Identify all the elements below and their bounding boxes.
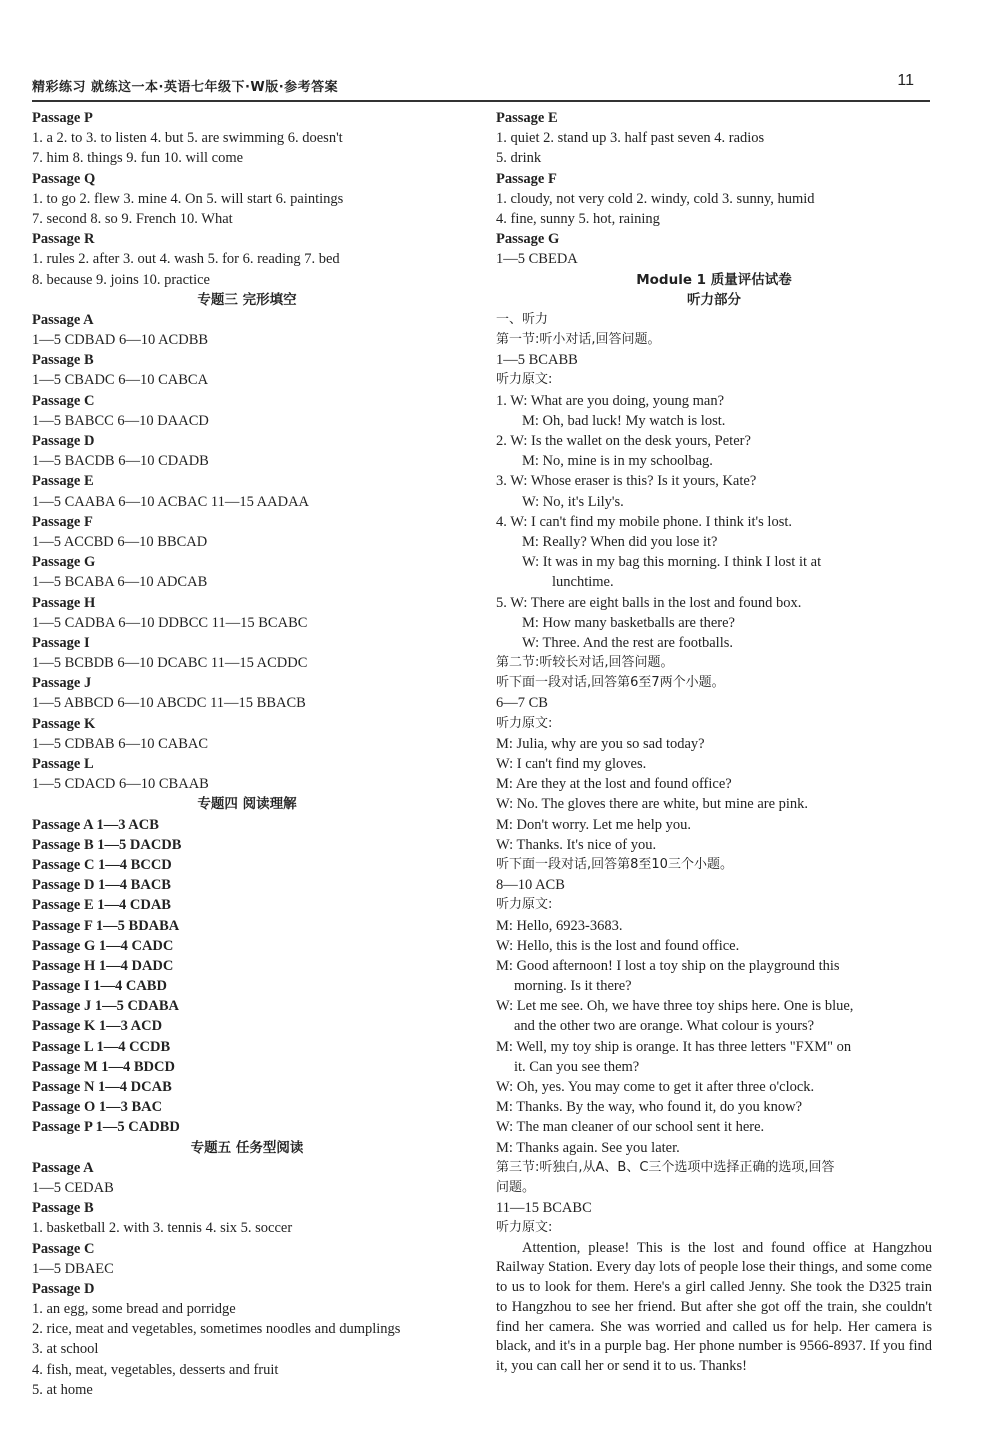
section-title: 听力部分 — [687, 291, 741, 308]
left-column — [32, 108, 462, 1400]
answer-line: 4. fish, meat, vegetables, desserts and fruit — [32, 1361, 279, 1378]
answer-line: 4. fine, sunny 5. hot, raining — [496, 210, 660, 227]
answer-line: 1. to go 2. flew 3. mine 4. On 5. will start 6. paintings — [32, 190, 344, 207]
dialogue-line: morning. Is it there? — [514, 978, 632, 995]
passage-heading: Passage A — [32, 311, 94, 328]
answer-line: 3. W: Whose eraser is this? Is it yours, Kate? — [496, 473, 757, 490]
dialogue-line: it. Can you see them? — [514, 1058, 640, 1075]
passage-heading: Passage K — [32, 715, 96, 732]
passage-heading: Passage A — [32, 1159, 94, 1176]
answer-line: 1—5 BABCC 6—10 DAACD — [32, 412, 209, 429]
book-title: 精彩练习 就练这一本·英语七年级下·W版·参考答案 — [32, 80, 339, 95]
instruction-line: 听下面一段对话,回答第8至10三个小题。 — [496, 856, 733, 872]
answer-line: 1—5 CDACD 6—10 CBAAB — [32, 776, 209, 793]
answer-line: 1—5 CADBA 6—10 DDBCC 11—15 BCABC — [32, 614, 308, 631]
answer-line: 1—5 BCBDB 6—10 DCABC 11—15 ACDDC — [32, 655, 308, 672]
passage-heading: Passage D — [32, 1280, 95, 1297]
answer-line: 1. an egg, some bread and porridge — [32, 1301, 236, 1318]
answer-line: 2. W: Is the wallet on the desk yours, Peter? — [496, 433, 751, 449]
answer-line: 1. rules 2. after 3. out 4. wash 5. for 6. reading 7. bed — [32, 251, 340, 268]
passage-heading: Passage H — [32, 594, 96, 611]
answer-line: 6—7 CB — [496, 695, 548, 712]
page-number: 11 — [897, 72, 914, 89]
answer-line: 1—5 DBAEC — [32, 1260, 114, 1277]
answer-line: M: Thanks. By the way, who found it, do you know? — [496, 1099, 803, 1116]
section-title: 专题五 任务型阅读 — [190, 1139, 304, 1156]
answer-line: M: Are they at the lost and found office? — [496, 776, 732, 793]
answer-line: M: Julia, why are you so sad today? — [496, 735, 705, 752]
instruction-line: 第二节:听较长对话,回答问题。 — [496, 655, 674, 671]
answer-line: 8—10 ACB — [496, 877, 565, 894]
answer-line: W: Oh, yes. You may come to get it after three o'clock. — [496, 1079, 815, 1095]
answer-row: Passage P 1—5 CADBD — [32, 1119, 180, 1136]
answer-row: Passage C 1—4 BCCD — [32, 856, 172, 873]
page-header — [32, 70, 930, 102]
answer-line: W: I can't find my gloves. — [496, 756, 647, 772]
passage-heading: Passage C — [32, 392, 95, 409]
instruction-line: 听力原文: — [496, 1220, 553, 1236]
answer-row: Passage I 1—4 CABD — [32, 978, 167, 995]
answer-row: Passage L 1—4 CCDB — [32, 1038, 171, 1055]
dialogue-line: lunchtime. — [552, 574, 614, 591]
answer-line: M: Thanks again. See you later. — [496, 1139, 680, 1156]
dialogue-line: and the other two are orange. What colour is yours? — [514, 1018, 815, 1035]
passage-heading: Passage B — [32, 1200, 94, 1217]
passage-heading: Passage F — [496, 170, 557, 187]
answer-row: Passage N 1—4 DCAB — [32, 1079, 172, 1095]
answer-line: 7. second 8. so 9. French 10. What — [32, 210, 233, 227]
instruction-line: 听力原文: — [496, 897, 553, 913]
answer-line: 1—5 BCABB — [496, 352, 578, 369]
dialogue-line: M: No, mine is in my schoolbag. — [522, 453, 713, 470]
dialogue-line: W: No, it's Lily's. — [522, 493, 624, 510]
answer-line: 3. at school — [32, 1341, 99, 1358]
answer-line: 1—5 CBEDA — [496, 251, 578, 268]
dialogue-line: M: Oh, bad luck! My watch is lost. — [522, 412, 726, 429]
answer-row: Passage E 1—4 CDAB — [32, 897, 171, 914]
instruction-line: 听力原文: — [496, 372, 553, 388]
answer-line: 1. basketball 2. with 3. tennis 4. six 5. soccer — [32, 1220, 293, 1237]
answer-line: 1—5 CBADC 6—10 CABCA — [32, 372, 209, 389]
answer-row: Passage D 1—4 BACB — [32, 877, 171, 894]
passage-heading: Passage E — [32, 473, 94, 490]
dialogue-line: W: It was in my bag this morning. I think I lost it at — [522, 554, 822, 571]
answer-row: Passage B 1—5 DACDB — [32, 836, 182, 853]
passage-heading: Passage D — [32, 433, 95, 449]
dialogue-line: W: Three. And the rest are footballs. — [522, 634, 733, 651]
answer-line: 5. drink — [496, 150, 542, 167]
answer-line: W: Let me see. Oh, we have three toy ships here. One is blue, — [496, 998, 854, 1015]
answer-line: M: Well, my toy ship is orange. It has three letters "FXM" on — [496, 1038, 852, 1055]
section-title: 专题三 完形填空 — [197, 291, 297, 308]
answer-line: 1—5 CDBAB 6—10 CABAC — [32, 735, 209, 752]
answer-line: 1. a 2. to 3. to listen 4. but 5. are swimming 6. doesn't — [32, 130, 343, 147]
answer-row: Passage K 1—3 ACD — [32, 1018, 163, 1035]
passage-heading: Passage L — [32, 756, 94, 772]
answer-row: Passage O 1—3 BAC — [32, 1099, 163, 1116]
answer-line: W: The man cleaner of our school sent it here. — [496, 1119, 765, 1136]
answer-line: 5. at home — [32, 1381, 93, 1398]
answer-row: Passage G 1—4 CADC — [32, 937, 174, 954]
answer-line: 1—5 BACDB 6—10 CDADB — [32, 453, 209, 470]
answer-row: Passage H 1—4 DADC — [32, 957, 174, 974]
passage-heading: Passage F — [32, 513, 93, 530]
answer-line: M: Don't worry. Let me help you. — [496, 816, 691, 833]
answer-line: 1—5 ACCBD 6—10 BBCAD — [32, 533, 208, 550]
answer-line: 11—15 BCABC — [496, 1200, 592, 1217]
passage-heading: Passage G — [32, 554, 96, 571]
instruction-line: 问题。 — [496, 1179, 536, 1195]
instruction-line: 第三节:听独白,从A、B、C三个选项中选择正确的选项,回答 — [496, 1159, 835, 1175]
answer-line: 1. W: What are you doing, young man? — [496, 392, 725, 409]
answer-line: 1—5 CEDAB — [32, 1179, 114, 1196]
answer-line: 1—5 CDBAD 6—10 ACDBB — [32, 332, 209, 349]
answer-row: Passage J 1—5 CDABA — [32, 998, 180, 1015]
answer-line: W: Thanks. It's nice of you. — [496, 836, 657, 853]
passage-heading: Passage P — [32, 110, 93, 126]
dialogue-line: M: Really? When did you lose it? — [522, 533, 718, 550]
answer-row: Passage F 1—5 BDABA — [32, 917, 180, 934]
passage-heading: Passage Q — [32, 170, 96, 187]
instruction-line: 第一节:听小对话,回答问题。 — [496, 332, 661, 348]
answer-line: 7. him 8. things 9. fun 10. will come — [32, 150, 244, 167]
answer-line: 1—5 CAABA 6—10 ACBAC 11—15 AADAA — [32, 493, 310, 510]
answer-row: Passage A 1—3 ACB — [32, 816, 159, 833]
passage-heading: Passage C — [32, 1240, 95, 1257]
dialogue-line: M: How many basketballs are there? — [522, 614, 735, 631]
passage-heading: Passage I — [32, 634, 90, 651]
answer-row: Passage M 1—4 BDCD — [32, 1058, 175, 1075]
right-column — [496, 108, 932, 1377]
instruction-line: 听力原文: — [496, 715, 553, 731]
answer-line: W: No. The gloves there are white, but mine are pink. — [496, 796, 809, 813]
passage-heading: Passage G — [496, 231, 560, 248]
answer-line: 1. cloudy, not very cold 2. windy, cold 3. sunny, humid — [496, 190, 815, 207]
monologue-text: Attention, please! This is the lost and found office at Hangzhou Railway Station. Every day lots of people lose their things, and some come to us to look for them. Here's a girl called Jenny. She took the D325 train to Hangzhou to see her friend. But after she got off the train, she couldn't find her camera. She was worried and called us for help. Her camera is black, and it's in a purple bag. Her phone number is 9566-8937. If you find it, you can call her or send it to us. Thanks! — [496, 1239, 932, 1375]
section-title: 专题四 阅读理解 — [197, 796, 297, 813]
answer-line: 4. W: I can't find my mobile phone. I think it's lost. — [496, 513, 792, 530]
answer-line: 1—5 ABBCD 6—10 ABCDC 11—15 BBACB — [32, 695, 306, 712]
answer-line: M: Good afternoon! I lost a toy ship on the playground this — [496, 957, 840, 974]
instruction-line: 听下面一段对话,回答第6至7两个小题。 — [496, 675, 725, 691]
answer-line: 2. rice, meat and vegetables, sometimes noodles and dumplings — [32, 1321, 401, 1338]
answer-line: 1. quiet 2. stand up 3. half past seven 4. radios — [496, 130, 765, 147]
section-title: Module 1 质量评估试卷 — [636, 271, 792, 288]
answer-line: M: Hello, 6923-3683. — [496, 917, 623, 934]
instruction-line: 一、听力 — [496, 311, 549, 327]
passage-heading: Passage B — [32, 352, 94, 369]
passage-heading: Passage R — [32, 231, 95, 248]
answer-line: 8. because 9. joins 10. practice — [32, 271, 210, 288]
passage-heading: Passage E — [496, 110, 558, 126]
answer-line: 1—5 BCABA 6—10 ADCAB — [32, 574, 208, 591]
passage-heading: Passage J — [32, 675, 92, 692]
answer-line: W: Hello, this is the lost and found office. — [496, 937, 740, 954]
answer-line: 5. W: There are eight balls in the lost and found box. — [496, 594, 802, 611]
